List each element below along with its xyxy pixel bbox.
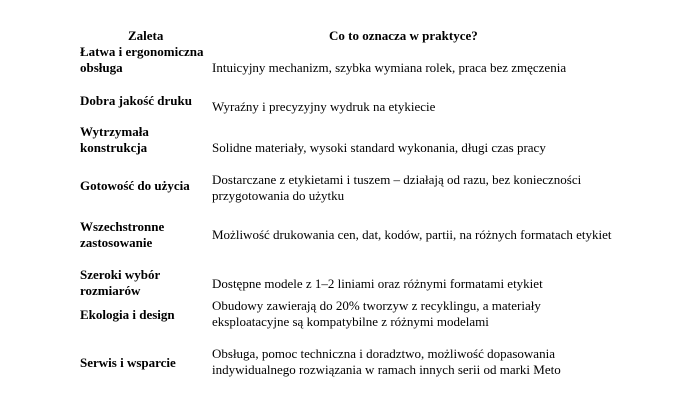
meaning-cell: Intuicyjny mechanizm, szybka wymiana rolek, praca bez zmęczenia [212, 60, 567, 75]
column-header-advantage: Zaleta [128, 28, 164, 43]
meaning-cell: Dostarczane z etykietami i tuszem – działają od razu, bez konieczności przygotowania do użytku [212, 172, 582, 203]
advantage-cell: Wytrzymała konstrukcja [80, 124, 149, 155]
advantage-cell: Wszechstronne zastosowanie [80, 219, 165, 250]
meaning-cell: Wyraźny i precyzyjny wydruk na etykiecie [212, 99, 436, 114]
advantage-cell: Szeroki wybór rozmiarów [80, 267, 161, 298]
advantage-cell: Gotowość do użycia [80, 178, 190, 193]
advantage-cell: Serwis i wsparcie [80, 355, 176, 370]
meaning-cell: Obudowy zawierają do 20% tworzyw z recyklingu, a materiały eksploatacyjne są kompatybilne z różnymi modelami [212, 298, 541, 329]
advantage-cell: Łatwa i ergonomiczna obsługa [80, 44, 204, 75]
meaning-cell: Dostępne modele z 1–2 liniami oraz różnymi formatami etykiet [212, 276, 543, 291]
meaning-cell: Solidne materiały, wysoki standard wykonania, długi czas pracy [212, 140, 546, 155]
column-header-meaning: Co to oznacza w praktyce? [329, 28, 478, 43]
meaning-cell: Możliwość drukowania cen, dat, kodów, partii, na różnych formatach etykiet [212, 227, 612, 242]
advantage-cell: Dobra jakość druku [80, 93, 192, 108]
advantage-cell: Ekologia i design [80, 307, 175, 322]
meaning-cell: Obsługa, pomoc techniczna i doradztwo, możliwość dopasowania indywidualnego rozwiązania w ramach innych serii od marki Meto [212, 346, 561, 377]
